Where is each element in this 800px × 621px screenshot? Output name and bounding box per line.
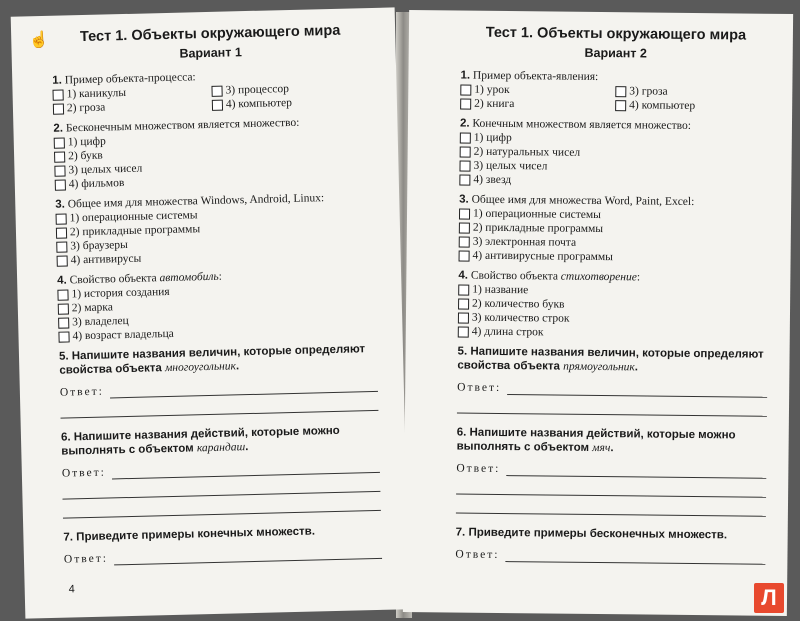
option-checkbox[interactable]: 1) урок xyxy=(460,83,615,99)
option-checkbox[interactable]: 3) количество строк xyxy=(458,311,768,328)
question-7: 7. Приведите примеры бесконечных множеств. Ответ: xyxy=(455,526,765,565)
checkbox[interactable] xyxy=(615,86,626,97)
checkbox[interactable] xyxy=(458,326,469,337)
checkbox[interactable] xyxy=(460,98,471,109)
checkbox[interactable] xyxy=(53,103,64,114)
option-checkbox[interactable]: 4) возраст владельца xyxy=(58,322,376,344)
question-4: 4. Свойство объекта стихотворение: 1) название 2) количество букв 3) количество строк 4) длина строк xyxy=(458,269,769,342)
question-2: 2. Бесконечным множеством является множество: 1) цифр 2) букв 3) целых чисел 4) фильмов xyxy=(53,114,373,192)
question-6: 6. Напишите названия действий, которые можно выполнять с объектом карандаш. Ответ: xyxy=(61,423,381,519)
right-page xyxy=(403,10,793,616)
option-checkbox[interactable]: 2) букв xyxy=(54,142,372,164)
question-2: 2. Конечным множеством является множество: 1) цифр 2) натуральных чисел 3) целых чисел 4) звезд xyxy=(459,117,770,190)
checkbox[interactable] xyxy=(54,151,65,162)
checkbox[interactable] xyxy=(57,255,68,266)
option-checkbox[interactable]: 1) цифр xyxy=(460,131,770,148)
option-checkbox[interactable]: 3) гроза xyxy=(615,84,770,100)
checkbox[interactable] xyxy=(54,165,65,176)
option-checkbox[interactable]: 4) компьютер xyxy=(615,98,770,114)
checkbox[interactable] xyxy=(57,289,68,300)
checkbox[interactable] xyxy=(58,331,69,342)
option-checkbox[interactable]: 1) каникулы xyxy=(52,84,211,102)
question-1: 1. Пример объекта-процесса: 1) каникулы 3) процессор 2) гроза 4) компьютер xyxy=(52,66,371,116)
checkbox[interactable] xyxy=(54,137,65,148)
checkbox[interactable] xyxy=(460,146,471,157)
answer-field[interactable]: Ответ: xyxy=(60,378,378,400)
option-checkbox[interactable]: 1) цифр xyxy=(54,128,372,150)
option-checkbox[interactable]: 4) длина строк xyxy=(458,325,768,342)
option-checkbox[interactable]: 3) процессор xyxy=(211,80,370,98)
option-checkbox[interactable]: 2) книга xyxy=(460,97,615,113)
option-checkbox[interactable]: 2) прикладные программы xyxy=(459,221,769,238)
option-checkbox[interactable]: 2) марка xyxy=(58,294,376,316)
answer-field[interactable]: Ответ: xyxy=(455,548,765,565)
option-checkbox[interactable]: 1) операционные системы xyxy=(459,207,769,224)
checkbox[interactable] xyxy=(615,100,626,111)
option-checkbox[interactable]: 4) антивирусные программы xyxy=(459,249,769,266)
checkbox[interactable] xyxy=(460,132,471,143)
question-5: 5. Напишите названия величин, которые определяют свойства объекта многоугольник. Ответ: xyxy=(59,342,379,419)
publisher-logo-icon: Л xyxy=(754,583,784,613)
question-7: 7. Приведите примеры конечных множеств. Ответ: xyxy=(63,523,382,567)
option-checkbox[interactable]: 1) операционные системы xyxy=(55,204,373,226)
page-title: Тест 1. Объекты окружающего мира xyxy=(79,22,341,46)
checkbox[interactable] xyxy=(58,303,69,314)
checkbox[interactable] xyxy=(458,284,469,295)
book-spread xyxy=(18,12,790,618)
checkbox[interactable] xyxy=(459,160,470,171)
option-checkbox[interactable]: 2) гроза xyxy=(53,98,212,116)
question-4: 4. Свойство объекта автомобиль: 1) история создания 2) марка 3) владелец 4) возраст владельца xyxy=(57,266,377,344)
left-page xyxy=(11,7,410,618)
answer-line[interactable] xyxy=(457,395,767,417)
checkbox[interactable] xyxy=(459,250,470,261)
option-checkbox[interactable]: 3) браузеры xyxy=(56,232,374,254)
answer-field[interactable]: Ответ: xyxy=(457,381,767,398)
option-checkbox[interactable]: 3) владелец xyxy=(58,308,376,330)
question-3: 3. Общее имя для множества Word, Paint, Excel: 1) операционные системы 2) прикладные программы 3) электронная почта 4) антивирусные программы xyxy=(459,193,770,266)
checkbox[interactable] xyxy=(460,84,471,95)
question-6: 6. Напишите названия действий, которые можно выполнять с объектом мяч. Ответ: xyxy=(456,426,767,517)
checkbox[interactable] xyxy=(58,317,69,328)
checkbox[interactable] xyxy=(211,85,222,96)
pointing-hand-icon: ☝ xyxy=(29,31,50,50)
question-3: 3. Общее имя для множества Windows, Android, Linux: 1) операционные системы 2) прикладные программы 3) браузеры 4) антивирусы xyxy=(55,190,375,268)
answer-field[interactable]: Ответ: xyxy=(64,545,382,567)
checkbox[interactable] xyxy=(459,208,470,219)
checkbox[interactable] xyxy=(459,236,470,247)
option-checkbox[interactable]: 3) целых чисел xyxy=(459,159,769,176)
page-number: 4 xyxy=(68,583,75,596)
answer-line[interactable] xyxy=(456,495,766,517)
variant-label: Вариант 2 xyxy=(584,45,647,61)
answer-field[interactable]: Ответ: xyxy=(456,462,766,479)
question-5: 5. Напишите названия величин, которые определяют свойства объекта прямоугольник. Ответ: xyxy=(457,345,768,417)
option-checkbox[interactable]: 4) компьютер xyxy=(212,94,371,112)
checkbox[interactable] xyxy=(459,222,470,233)
option-checkbox[interactable]: 2) количество букв xyxy=(458,297,768,314)
checkbox[interactable] xyxy=(56,227,67,238)
option-checkbox[interactable]: 1) история создания xyxy=(57,280,375,302)
checkbox[interactable] xyxy=(212,99,223,110)
checkbox[interactable] xyxy=(459,174,470,185)
option-checkbox[interactable]: 3) целых чисел xyxy=(54,156,372,178)
option-checkbox[interactable]: 4) звезд xyxy=(459,173,769,190)
answer-field[interactable]: Ответ: xyxy=(62,459,380,481)
option-checkbox[interactable]: 2) прикладные программы xyxy=(56,218,374,240)
checkbox[interactable] xyxy=(55,179,66,190)
checkbox[interactable] xyxy=(56,213,67,224)
checkbox[interactable] xyxy=(56,241,67,252)
option-checkbox[interactable]: 1) название xyxy=(458,283,768,300)
checkbox[interactable] xyxy=(458,298,469,309)
option-checkbox[interactable]: 2) натуральных чисел xyxy=(460,145,770,162)
checkbox[interactable] xyxy=(52,89,63,100)
page-title: Тест 1. Объекты окружающего мира xyxy=(485,24,747,44)
checkbox[interactable] xyxy=(458,312,469,323)
option-checkbox[interactable]: 4) фильмов xyxy=(55,170,373,192)
variant-label: Вариант 1 xyxy=(179,45,242,61)
question-1: 1. Пример объекта-явления: 1) урок 3) гроза 2) книга 4) компьютер xyxy=(460,69,770,114)
option-checkbox[interactable]: 4) антивирусы xyxy=(57,246,375,268)
option-checkbox[interactable]: 3) электронная почта xyxy=(459,235,769,252)
